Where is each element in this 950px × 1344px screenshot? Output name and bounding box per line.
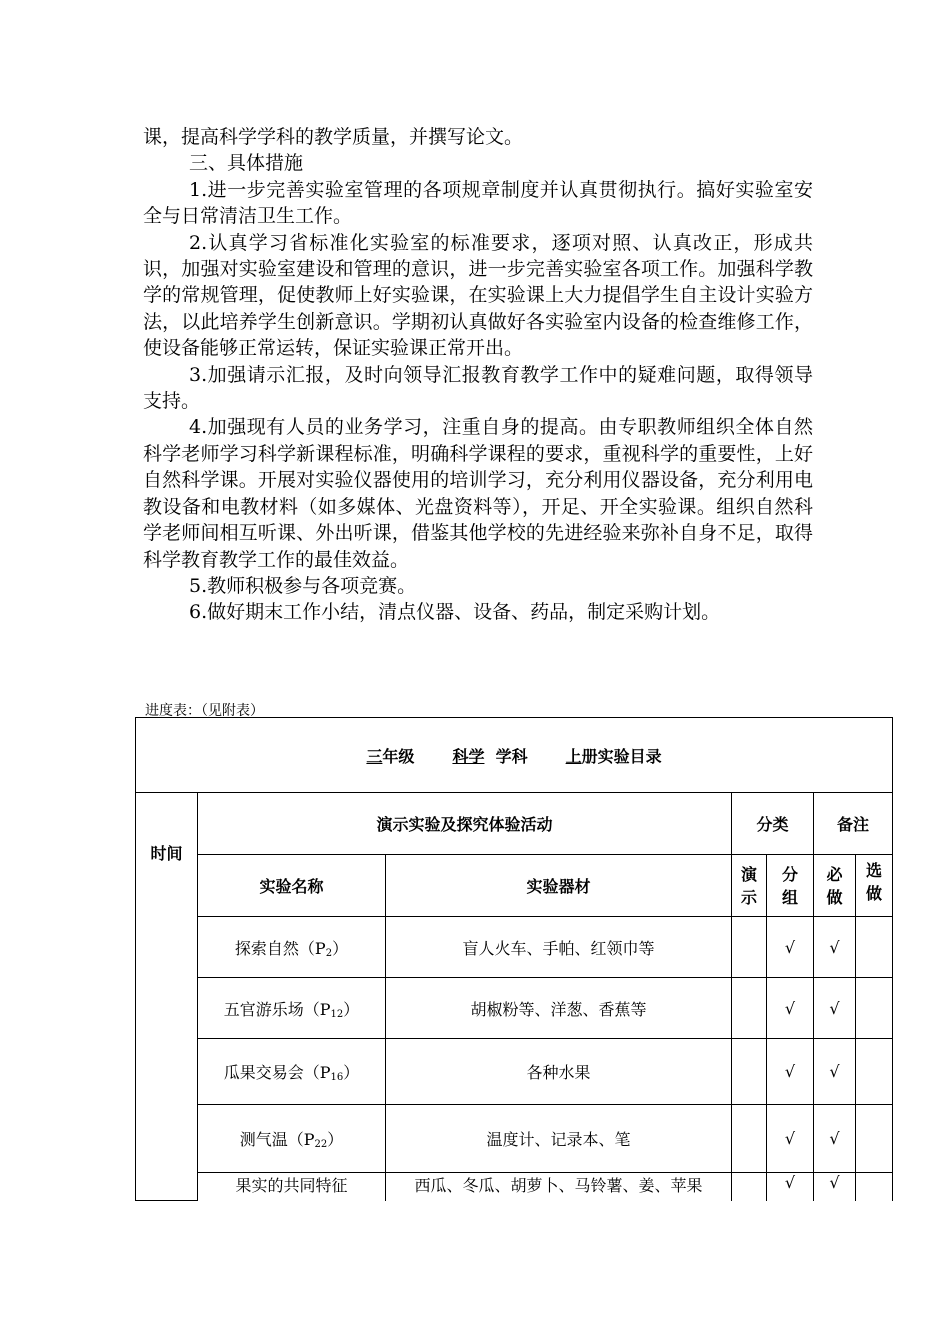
header-remarks: 备注: [814, 793, 893, 855]
group-mark: √: [767, 1039, 814, 1105]
optional-mark: [856, 1039, 893, 1105]
title-volume: 上: [565, 746, 582, 766]
optional-mark: [856, 1105, 893, 1173]
header-category: 分类: [732, 793, 814, 855]
group-mark: √: [767, 1105, 814, 1173]
demo-mark: [732, 1105, 767, 1173]
experiment-name: 瓜果交易会$(P_{16})$: [198, 1039, 386, 1105]
measure-item-4: 4.加强现有人员的业务学习，注重自身的提高。由专职教师组织全体自然科学老师学习科学新课程标准，明确科学课程的要求，重视科学的重要性，上好自然科学课。开展对实验仪器使用的培训学习，充分利用仪器设备，充分利用电教设备和电教材料（如多媒体、光盘资料等），开足、开全实验课。组织自然科学老师间相互听课、外出听课，借鉴其他学校的先进经验来弥补自身不足，取得科学教育教学工作的最佳效益。: [143, 416, 813, 571]
paragraph-continuation: 课，提高科学学科的教学质量，并撰写论文。: [143, 126, 524, 148]
measure-item-5: 5.教师积极参与各项竞赛。: [189, 574, 417, 597]
table-row: [136, 1105, 893, 1173]
experiment-materials: 各种水果: [386, 1039, 732, 1105]
header-optional: 选 做: [856, 855, 893, 917]
table-row: [136, 1039, 893, 1105]
header-required: 必 做: [814, 855, 856, 917]
required-mark: √: [814, 1039, 856, 1105]
experiment-name: 五官游乐场$(P_{12})$: [198, 978, 386, 1039]
schedule-caption: 进度表：（见附表）: [145, 703, 264, 719]
header-activities: 演示实验及探究体验活动: [198, 793, 732, 855]
demo-mark: [732, 978, 767, 1039]
required-mark: √: [814, 1105, 856, 1173]
experiment-materials: 西瓜、冬瓜、胡萝卜、马铃薯、姜、苹果: [386, 1173, 732, 1201]
group-mark: √: [767, 917, 814, 978]
optional-mark: [856, 978, 893, 1039]
title-volume-suffix: 册实验目录: [581, 746, 662, 766]
measure-item-2: 2.认真学习省标准化实验室的标准要求，逐项对照、认真改正，形成共识，加强对实验室建设和管理的意识，进一步完善实验室各项工作。加强科学教学的常规管理，促使教师上好实验课，在实验课上大力提倡学生自主设计实验方法，以此培养学生创新意识。学期初认真做好各实验室内设备的检查维修工作，使设备能够正常运转，保证实验课正常开出。: [143, 231, 813, 360]
required-mark: √: [814, 1173, 856, 1201]
optional-mark: [856, 1173, 893, 1201]
required-mark: √: [814, 978, 856, 1039]
header-materials: 实验器材: [386, 855, 732, 917]
measure-item-6: 6.做好期末工作小结，清点仪器、设备、药品，制定采购计划。: [189, 601, 721, 624]
experiment-table: [135, 717, 893, 1201]
title-subject: 科学: [452, 746, 485, 766]
table-title: [136, 718, 893, 793]
experiment-materials: 温度计、记录本、笔: [386, 1105, 732, 1173]
demo-mark: [732, 1173, 767, 1201]
group-mark: √: [767, 978, 814, 1039]
experiment-materials: 盲人火车、手帕、红领巾等: [386, 917, 732, 978]
table-row: [136, 1173, 893, 1201]
title-subject-suffix: 学科: [495, 746, 528, 766]
table-row: [136, 917, 893, 978]
header-group: 分 组: [767, 855, 814, 917]
experiment-name: 果实的共同特征: [198, 1173, 386, 1201]
measure-item-3: 3.加强请示汇报，及时向领导汇报教育教学工作中的疑难问题，取得领导支持。: [143, 363, 813, 413]
experiment-name: 测气温$(P_{22})$: [198, 1105, 386, 1173]
measure-item-1: 1.进一步完善实验室管理的各项规章制度并认真贯彻执行。搞好实验室安全与日常清洁卫生工作。: [143, 178, 813, 228]
group-mark: √: [767, 1173, 814, 1201]
required-mark: √: [814, 917, 856, 978]
demo-mark: [732, 917, 767, 978]
header-experiment-name: 实验名称: [198, 855, 386, 917]
experiment-materials: 胡椒粉等、洋葱、香蕉等: [386, 978, 732, 1039]
title-grade: 三: [366, 746, 383, 766]
table-row: [136, 978, 893, 1039]
demo-mark: [732, 1039, 767, 1105]
header-time: 时间: [136, 793, 198, 1201]
body-text: [143, 124, 813, 626]
optional-mark: [856, 917, 893, 978]
section-heading-measures: 三、具体措施: [189, 152, 304, 175]
header-demo: 演 示: [732, 855, 767, 917]
title-grade-suffix: 年级: [382, 746, 415, 766]
experiment-name: 探索自然$(P_2)$: [198, 917, 386, 978]
